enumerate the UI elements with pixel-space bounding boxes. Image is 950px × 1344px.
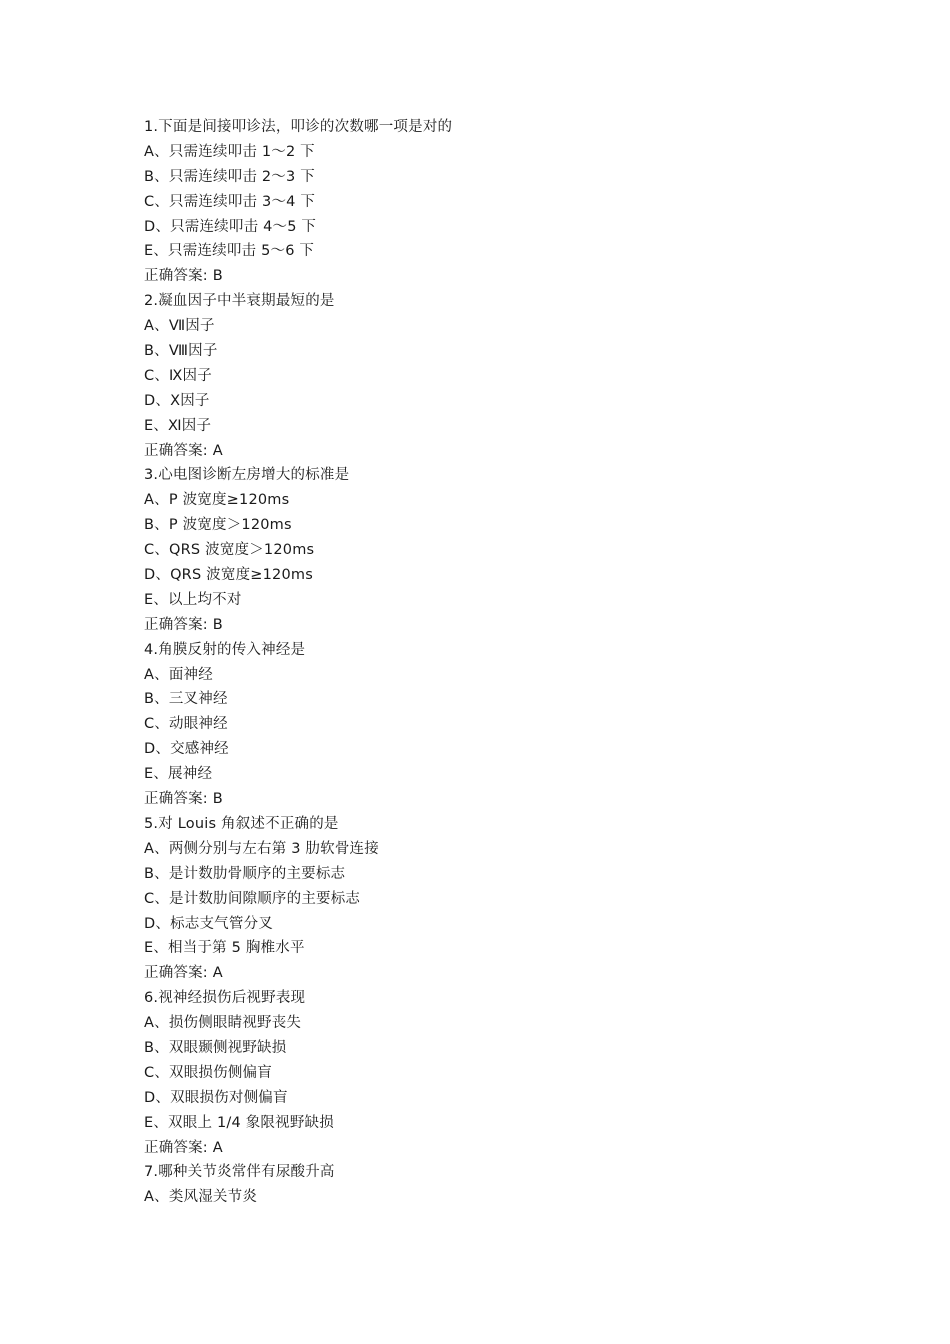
- option-c: C、QRS 波宽度＞120ms: [144, 542, 315, 559]
- option-b: B、只需连续叩击 2～3 下: [144, 168, 315, 185]
- option-b: B、是计数肋骨顺序的主要标志: [144, 865, 346, 882]
- option-a: A、两侧分别与左右第 3 肋软骨连接: [144, 840, 379, 857]
- correct-answer: 正确答案: B: [144, 268, 223, 285]
- question-stem: 4.角膜反射的传入神经是: [144, 641, 306, 658]
- option-e: E、相当于第 5 胸椎水平: [144, 940, 305, 957]
- option-e: E、Ⅺ因子: [144, 417, 212, 434]
- option-e: E、只需连续叩击 5～6 下: [144, 243, 315, 260]
- correct-answer: 正确答案: A: [144, 442, 223, 459]
- option-c: C、动眼神经: [144, 716, 228, 733]
- option-d: D、标志支气管分叉: [144, 915, 273, 932]
- correct-answer: 正确答案: A: [144, 1139, 223, 1156]
- option-d: D、只需连续叩击 4～5 下: [144, 218, 317, 235]
- option-d: D、Ⅹ因子: [144, 392, 210, 409]
- option-a: A、Ⅶ因子: [144, 318, 215, 335]
- option-a: A、只需连续叩击 1～2 下: [144, 143, 315, 160]
- correct-answer: 正确答案: A: [144, 965, 223, 982]
- option-d: D、QRS 波宽度≥120ms: [144, 567, 313, 584]
- question-stem: 3.心电图诊断左房增大的标准是: [144, 467, 350, 484]
- option-d: D、交感神经: [144, 741, 229, 758]
- option-e: E、双眼上 1/4 象限视野缺损: [144, 1114, 334, 1131]
- question-stem: 5.对 Louis 角叙述不正确的是: [144, 815, 339, 832]
- option-c: C、Ⅸ因子: [144, 367, 212, 384]
- option-e: E、以上均不对: [144, 591, 242, 608]
- option-b: B、P 波宽度＞120ms: [144, 517, 292, 534]
- option-c: C、双眼损伤侧偏盲: [144, 1064, 272, 1081]
- option-c: C、是计数肋间隙顺序的主要标志: [144, 890, 361, 907]
- correct-answer: 正确答案: B: [144, 791, 223, 808]
- option-d: D、双眼损伤对侧偏盲: [144, 1089, 288, 1106]
- question-stem: 1.下面是间接叩诊法，叩诊的次数哪一项是对的: [144, 119, 453, 135]
- question-stem: 7.哪种关节炎常伴有尿酸升高: [144, 1164, 335, 1181]
- option-c: C、只需连续叩击 3～4 下: [144, 193, 316, 210]
- question-stem: 2.凝血因子中半衰期最短的是: [144, 293, 335, 310]
- option-a: A、类风湿关节炎: [144, 1189, 258, 1206]
- option-b: B、Ⅷ因子: [144, 343, 218, 360]
- option-a: A、面神经: [144, 666, 213, 683]
- option-e: E、展神经: [144, 766, 213, 783]
- correct-answer: 正确答案: B: [144, 616, 223, 633]
- option-a: A、P 波宽度≥120ms: [144, 492, 290, 509]
- option-b: B、三叉神经: [144, 691, 228, 708]
- question-list: [144, 115, 844, 1210]
- question-stem: 6.视神经损伤后视野表现: [144, 990, 306, 1007]
- option-b: B、双眼颞侧视野缺损: [144, 1039, 287, 1056]
- option-a: A、损伤侧眼睛视野丧失: [144, 1015, 302, 1032]
